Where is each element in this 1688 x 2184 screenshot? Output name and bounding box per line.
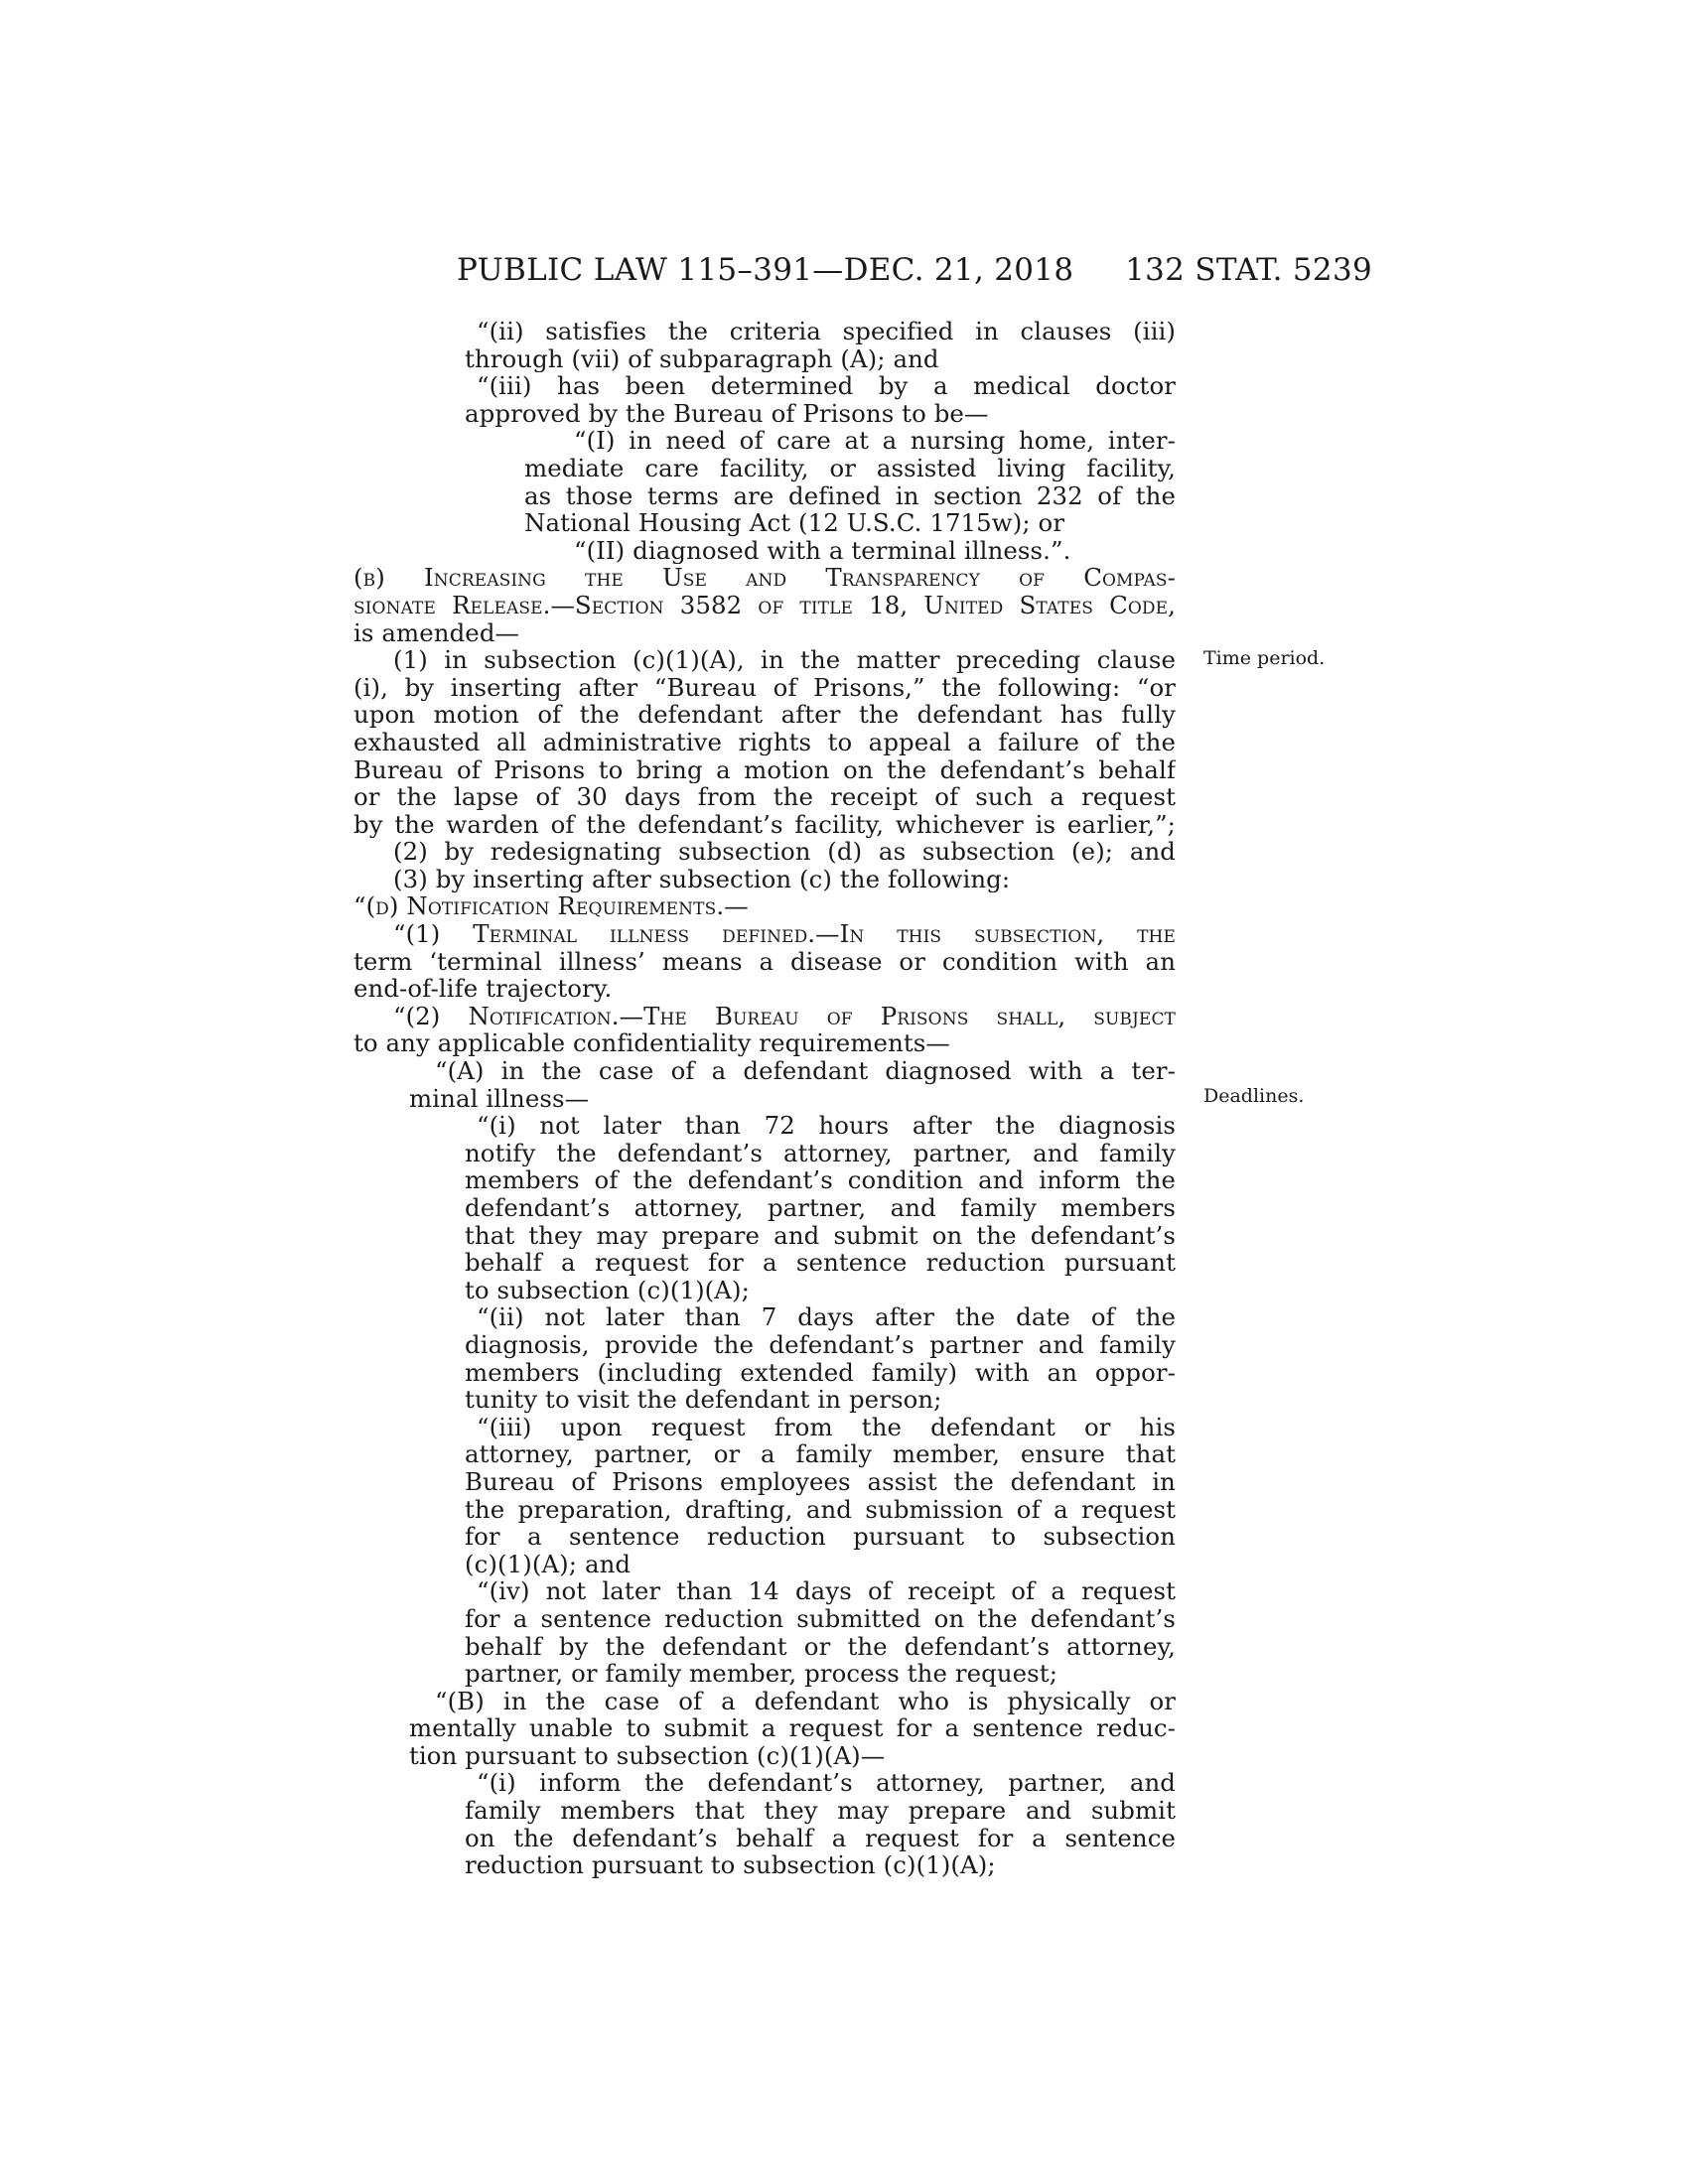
text-line: “(B) in the case of a defendant who is physically or [435, 1687, 1176, 1715]
text-line: “(1) Terminal illness defined.—In this subsection, the [393, 920, 1176, 948]
text-line: approved by the Bureau of Prisons to be— [465, 399, 989, 428]
text-line: tunity to visit the defendant in person; [465, 1386, 942, 1414]
text-line: (b) Increasing the Use and Transparency of Compas- [353, 564, 1176, 592]
text-line: members of the defendant’s condition and inform the [465, 1166, 1176, 1194]
text-line: (2) by redesignating subsection (d) as subsection (e); and [393, 838, 1176, 866]
text-line: to subsection (c)(1)(A); [465, 1276, 750, 1304]
text-line: attorney, partner, or a family member, ensure that [465, 1440, 1176, 1468]
text-line: “(i) not later than 72 hours after the diagnosis [477, 1112, 1176, 1140]
running-header [457, 250, 1372, 290]
text-line: (i), by inserting after “Bureau of Prisons,” the following: “or [353, 673, 1176, 702]
text-line: partner, or family member, process the request; [465, 1660, 1058, 1688]
text-line: behalf by the defendant or the defendant’s attorney, [465, 1632, 1176, 1661]
text-line: “(iv) not later than 14 days of receipt of a request [477, 1577, 1176, 1605]
text-line: upon motion of the defendant after the defendant has fully [353, 701, 1176, 729]
text-line: on the defendant’s behalf a request for a sentence [465, 1824, 1176, 1852]
text-line: minal illness— [409, 1084, 590, 1113]
text-line: “(d) Notification Requirements.— [353, 892, 749, 921]
margin-note-deadlines: Deadlines. [1203, 1085, 1305, 1107]
text-line: term ‘terminal illness’ means a disease or condition with an [353, 947, 1176, 976]
text-line: notify the defendant’s attorney, partner, and family [465, 1139, 1176, 1167]
text-line: defendant’s attorney, partner, and family members [465, 1194, 1176, 1222]
text-line: reduction pursuant to subsection (c)(1)(A); [465, 1851, 996, 1879]
text-line: diagnosis, provide the defendant’s partner and family [465, 1330, 1176, 1359]
text-line: “(iii) has been determined by a medical doctor [477, 372, 1176, 400]
text-line: “(2) Notification.—The Bureau of Prisons shall, subject [393, 1002, 1176, 1030]
text-line: for a sentence reduction pursuant to subsection [465, 1523, 1176, 1551]
text-line: (1) in subsection (c)(1)(A), in the matter preceding clause [393, 646, 1176, 674]
statute-body [353, 318, 1176, 1879]
header-public-law: PUBLIC LAW 115–391—DEC. 21, 2018 [457, 252, 1074, 288]
text-line: “(A) in the case of a defendant diagnosed with a ter- [435, 1057, 1176, 1085]
text-line: Bureau of Prisons to bring a motion on the defendant’s behalf [353, 755, 1176, 784]
text-line: tion pursuant to subsection (c)(1)(A)— [409, 1741, 886, 1770]
text-line: by the warden of the defendant’s facility, whichever is earlier,”; [353, 810, 1176, 839]
text-line: “(iii) upon request from the defendant or his [477, 1413, 1176, 1441]
text-line: mediate care facility, or assisted living facility, [524, 454, 1176, 482]
text-line: “(i) inform the defendant’s attorney, partner, and [477, 1769, 1176, 1798]
text-line: “(II) diagnosed with a terminal illness.”. [574, 536, 1071, 565]
text-line: as those terms are defined in section 232 of the [524, 481, 1176, 510]
text-line: “(ii) satisfies the criteria specified in clauses (iii) [477, 318, 1176, 345]
text-line: that they may prepare and submit on the defendant’s [465, 1221, 1176, 1250]
text-line: National Housing Act (12 U.S.C. 1715w); or [524, 509, 1065, 537]
text-line: members (including extended family) with an oppor- [465, 1358, 1176, 1387]
text-line: (3) by inserting after subsection (c) the following: [393, 865, 1011, 893]
text-line: through (vii) of subparagraph (A); and [465, 344, 939, 373]
margin-note-time-period: Time period. [1203, 647, 1326, 669]
text-line: “(ii) not later than 7 days after the date of the [477, 1303, 1176, 1331]
text-line: end-of-life trajectory. [353, 975, 613, 1003]
text-line: Bureau of Prisons employees assist the defendant in [465, 1467, 1176, 1496]
text-line: behalf a request for a sentence reduction pursuant [465, 1249, 1176, 1277]
text-line: sionate Release.—Section 3582 of title 18, United States Code, [353, 591, 1176, 619]
text-line: exhausted all administrative rights to appeal a failure of the [353, 728, 1176, 756]
text-line: for a sentence reduction submitted on the defendant’s [465, 1604, 1176, 1633]
text-line: “(I) in need of care at a nursing home, inter- [574, 427, 1176, 455]
header-stat-page: 132 STAT. 5239 [1125, 252, 1372, 288]
text-line: the preparation, drafting, and submission of a request [465, 1495, 1176, 1524]
text-line: (c)(1)(A); and [465, 1550, 632, 1578]
text-line: to any applicable confidentiality requirements— [353, 1029, 950, 1058]
text-line: is amended— [353, 618, 520, 647]
text-line: or the lapse of 30 days from the receipt of such a request [353, 783, 1176, 811]
text-line: family members that they may prepare and submit [465, 1797, 1176, 1825]
text-line: mentally unable to submit a request for a sentence reduc- [409, 1714, 1176, 1742]
